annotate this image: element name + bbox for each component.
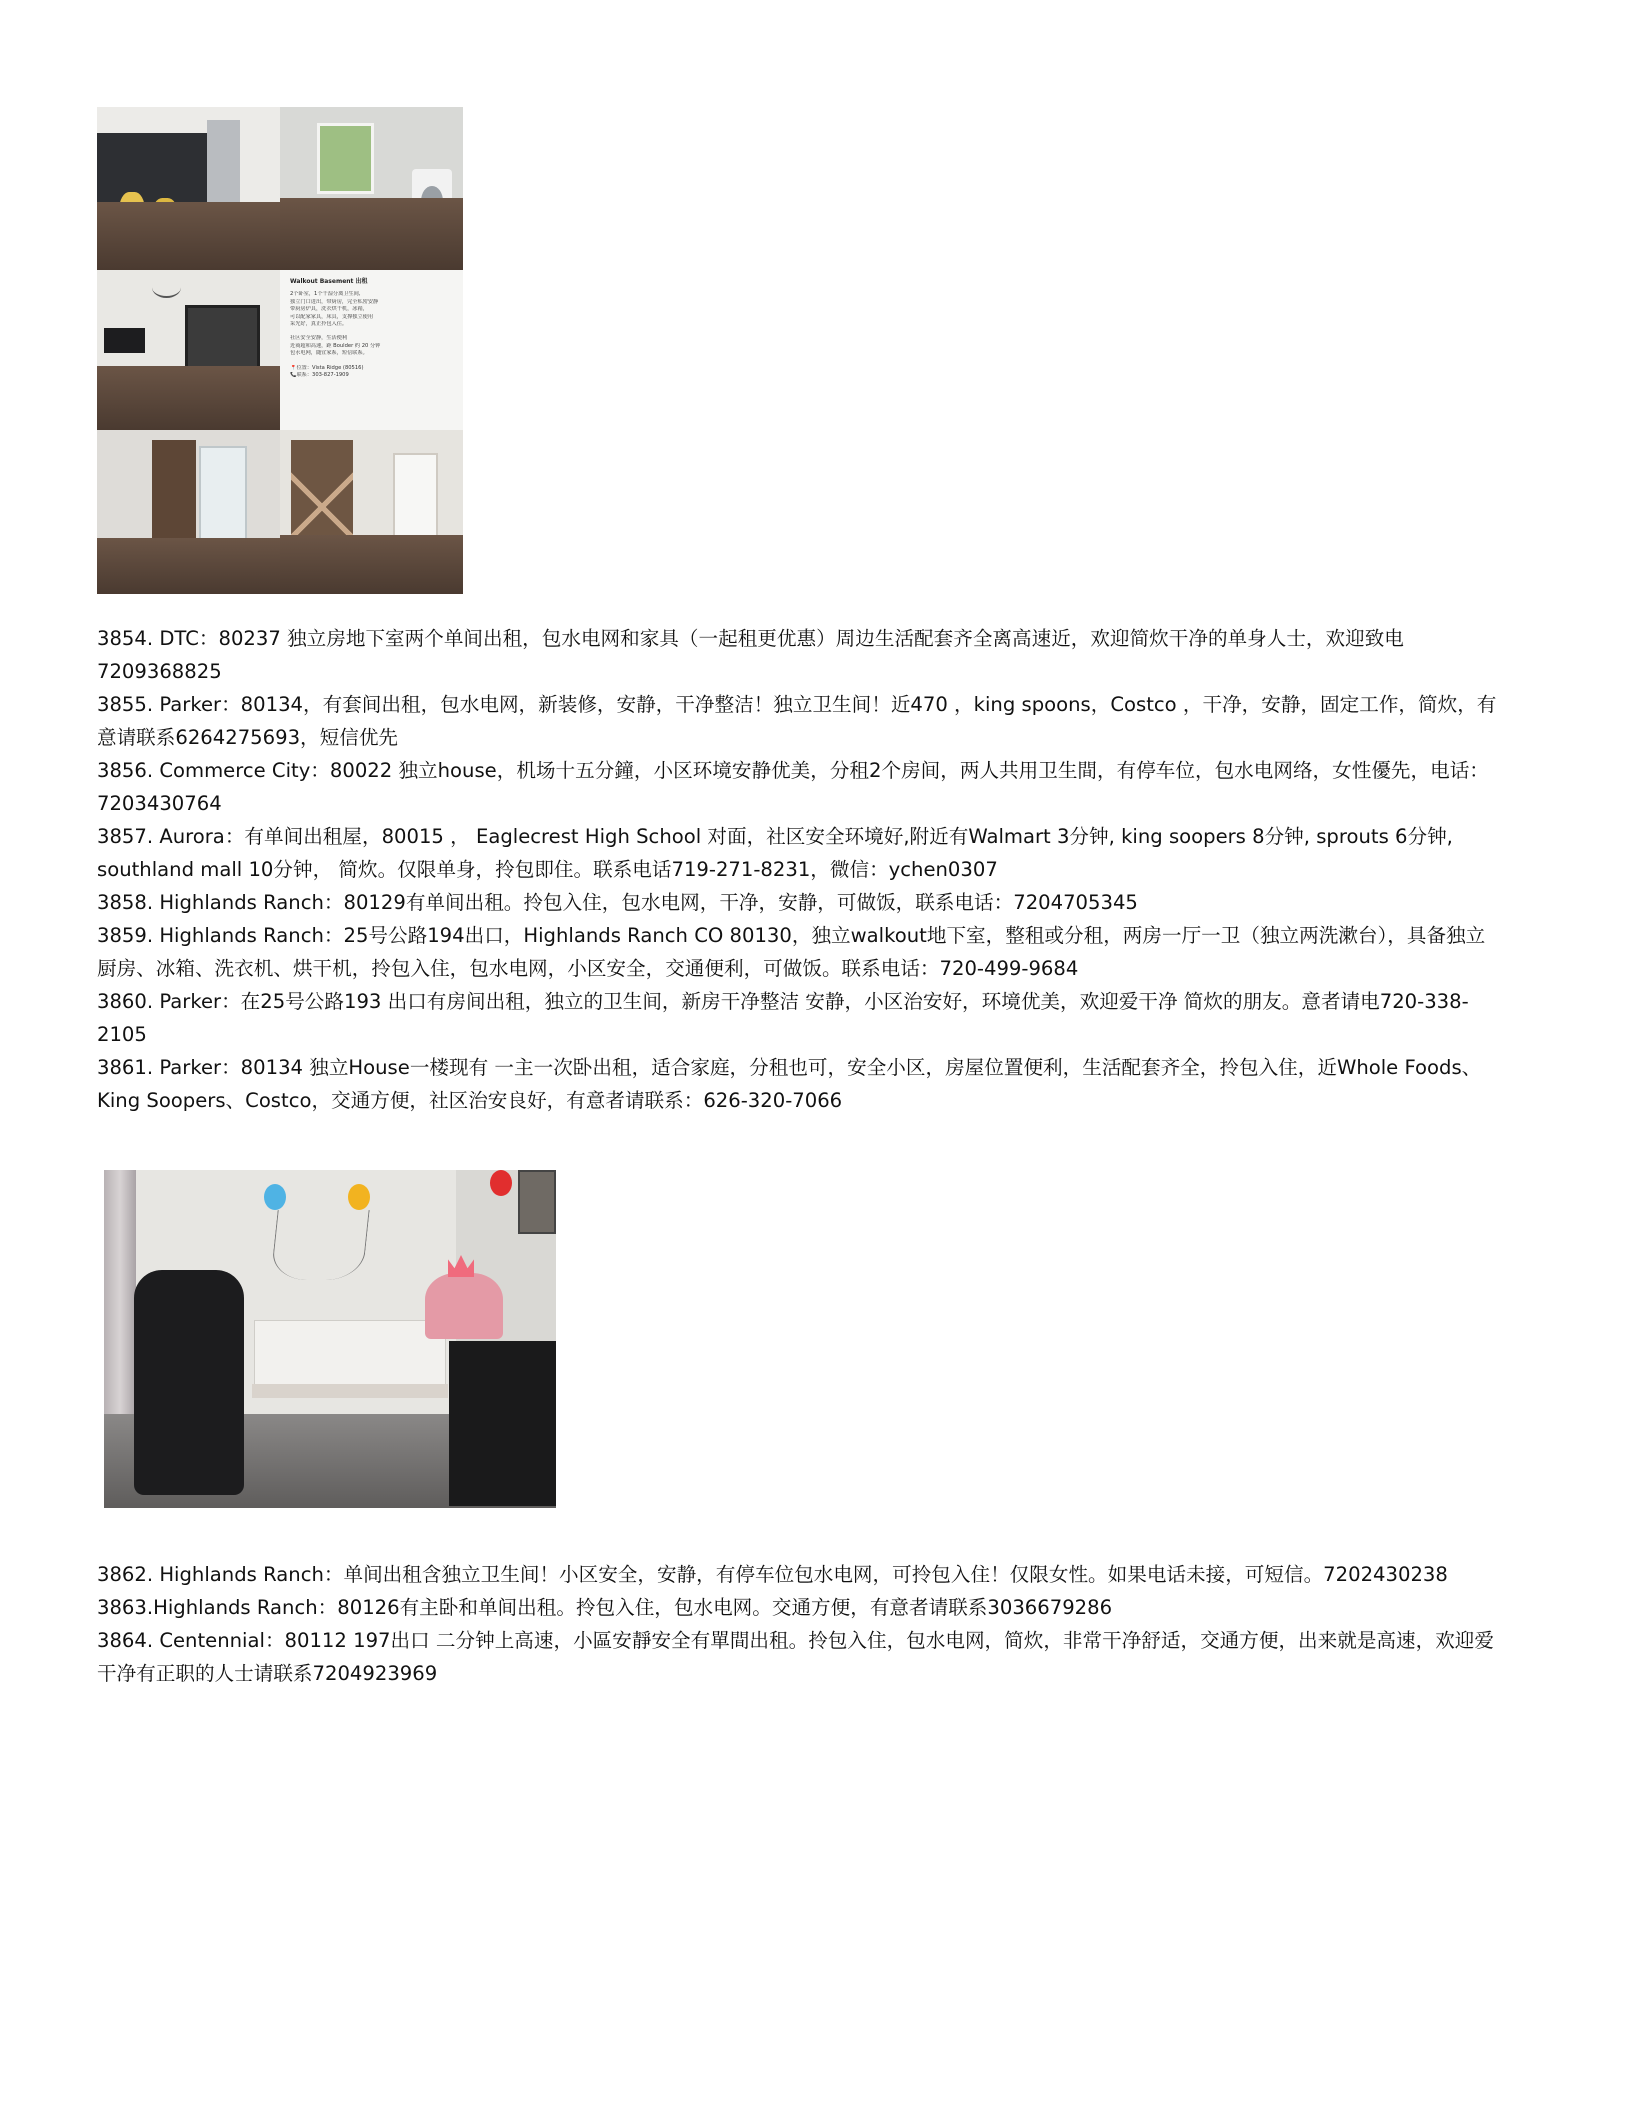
kitchen-photo bbox=[97, 107, 280, 270]
listing-3861: 3861. Parker：80134 独立House一楼现有 一主一次卧出租，适合家庭，分租也可，安全小区，房屋位置便利，生活配套齐全，拎包入住，近Whole Foods、King Soopers、Costco，交通方便，社区治安良好，有意者请联系：626-320-7066 bbox=[97, 1056, 1482, 1112]
listings-block-1 bbox=[97, 622, 1497, 1117]
listing-3859: 3859. Highlands Ranch：25号公路194出口，Highlands Ranch CO 80130，独立walkout地下室，整租或分租，两房一厅一卫（独立两洗漱台），具备独立厨房、冰箱、洗衣机、烘干机，拎包入住，包水电网，小区安全，交通便利，可做饭。联系电话：720-499-9684 bbox=[97, 924, 1486, 980]
info-card-line: 独立门口进出，带厨房，完全私密安静 bbox=[290, 298, 379, 305]
listing-3858: 3858. Highlands Ranch：80129有单间出租。拎包入住，包水电网，干净，安静，可做饭，联系电话：7204705345 bbox=[97, 891, 1138, 914]
info-card-line: 带厨房炉具，洗衣烘干机，冰箱， bbox=[290, 306, 368, 313]
info-card-line: 2个卧室，1个干湿分离卫生间, bbox=[290, 291, 361, 298]
laundry-hall-photo bbox=[280, 107, 463, 270]
info-card-line: 社区安全安静，生活便利 bbox=[290, 335, 348, 342]
info-card-location: 📍位置：Vista Ridge (80516) bbox=[290, 364, 364, 371]
corridor-photo bbox=[280, 430, 463, 594]
info-card-contact: 📞联系：303-827-1909 bbox=[290, 372, 349, 379]
info-card-line: 可以配家家具，床具，支撑独立使用 bbox=[290, 313, 374, 320]
living-room-photo bbox=[97, 270, 280, 430]
listing-info-card bbox=[280, 270, 463, 430]
listing-3862: 3862. Highlands Ranch：单间出租含独立卫生间！小区安全，安静，有停车位包水电网，可拎包入住！仅限女性。如果电话未接，可短信。7202430238 bbox=[97, 1563, 1448, 1586]
info-card-line: 近商超和高速，距 Boulder 约 20 分钟 bbox=[290, 342, 381, 349]
listing-3856: 3856. Commerce City：80022 独立house，机场十五分鐘，小区环境安静优美，分租2个房间，两人共用卫生間，有停车位，包水电网络，女性優先，电话：7203430764 bbox=[97, 759, 1489, 815]
listing-3863: 3863.Highlands Ranch：80126有主卧和单间出租。拎包入住，包水电网。交通方便，有意者请联系3036679286 bbox=[97, 1596, 1113, 1619]
bed bbox=[254, 1320, 446, 1388]
listing-3855: 3855. Parker：80134，有套间出租，包水电网，新装修，安静，干净整洁！独立卫生间！近470 ，king spoons，Costco ，干净，安静，固定工作，简炊，有意请联系6264275693，短信优先 bbox=[97, 693, 1497, 749]
rental-photo-collage bbox=[97, 107, 463, 594]
listing-3857: 3857. Aurora：有单间出租屋，80015 ， Eaglecrest High School 对面，社区安全环境好,附近有Walmart 3分钟, king soopers 8分钟, sprouts 6分钟, southland mall 10分钟， 简炊。仅限单身，拎包即住。联系电话719-271-8231，微信：ychen0307 bbox=[97, 825, 1453, 881]
info-card-line: 包水电网，随宜家系，短信联系。 bbox=[290, 350, 368, 357]
listings-block-2 bbox=[97, 1558, 1497, 1690]
info-card-title: Walkout Basement 出租 bbox=[290, 278, 368, 285]
bathroom-photo bbox=[97, 430, 280, 594]
dresser bbox=[449, 1341, 556, 1506]
listing-3854: 3854. DTC：80237 独立房地下室两个单间出租，包水电网和家具（一起租更优惠）周边生活配套齐全离高速近，欢迎简炊干净的单身人士，欢迎致电7209368825 bbox=[97, 627, 1404, 683]
listing-3860: 3860. Parker：在25号公路193 出口有房间出租，独立的卫生间，新房干净整洁 安静，小区治安好，环境优美，欢迎爱干净 简炊的朋友。意者请电720-338-2105 bbox=[97, 990, 1469, 1046]
massage-chair bbox=[134, 1270, 244, 1495]
bedroom-photo bbox=[104, 1170, 556, 1508]
listing-3864: 3864. Centennial：80112 197出口 二分钟上高速，小區安靜安全有單間出租。拎包入住，包水电网，简炊，非常干净舒适，交通方便，出来就是高速，欢迎爱干净有正职的人士请联系7204923969 bbox=[97, 1629, 1494, 1685]
info-card-line: 采光好，真正拎包入住。 bbox=[290, 321, 348, 328]
